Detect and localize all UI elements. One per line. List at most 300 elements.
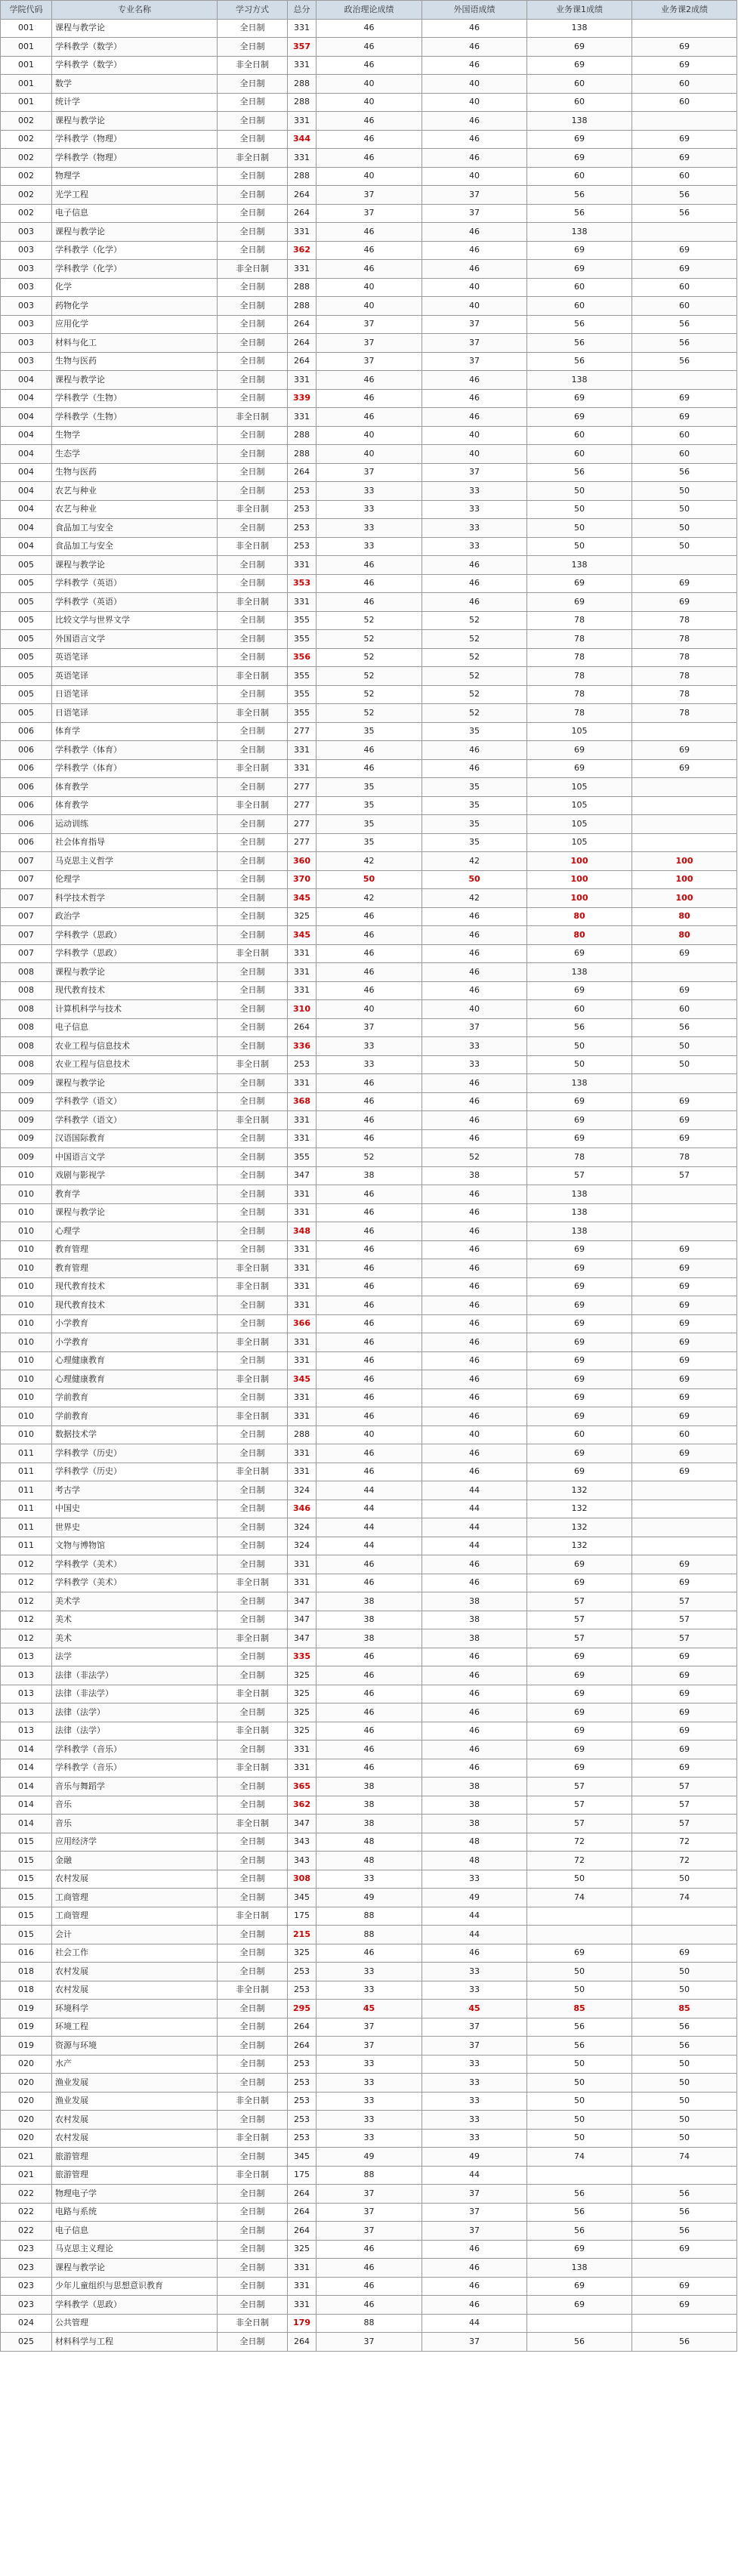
cell-subject2-score: 69	[632, 1666, 737, 1685]
cell-total-score: 310	[288, 1000, 317, 1019]
cell-subject1-score	[527, 2166, 632, 2185]
cell-total-score: 331	[288, 2259, 317, 2278]
cell-study-mode: 非全日制	[218, 2092, 288, 2111]
cell-total-score: 331	[288, 1129, 317, 1148]
cell-major-name: 化学	[52, 278, 218, 297]
table-row	[1, 722, 737, 741]
cell-study-mode: 非全日制	[218, 1907, 288, 1926]
cell-major-name: 计算机科学与技术	[52, 1000, 218, 1019]
cell-college-code: 002	[1, 149, 52, 168]
cell-college-code: 013	[1, 1666, 52, 1685]
cell-study-mode: 全日制	[218, 2000, 288, 2018]
cell-subject2-score: 56	[632, 1018, 737, 1037]
table-row	[1, 389, 737, 408]
cell-subject2-score: 69	[632, 1740, 737, 1759]
cell-subject1-score: 56	[527, 2018, 632, 2037]
cell-foreign-language-score: 40	[422, 1425, 527, 1444]
cell-study-mode: 全日制	[218, 1611, 288, 1629]
cell-total-score: 348	[288, 1222, 317, 1241]
cell-subject1-score: 100	[527, 889, 632, 908]
cell-politics-score: 40	[317, 426, 422, 445]
cell-study-mode: 全日制	[218, 1203, 288, 1222]
table-row	[1, 1351, 737, 1370]
cell-subject1-score: 50	[527, 1963, 632, 1981]
cell-major-name: 汉语国际教育	[52, 1129, 218, 1148]
table-row	[1, 2092, 737, 2111]
cell-college-code: 013	[1, 1722, 52, 1740]
cell-foreign-language-score: 35	[422, 722, 527, 741]
cell-subject2-score: 100	[632, 870, 737, 889]
cell-college-code: 001	[1, 56, 52, 75]
cell-study-mode: 全日制	[218, 1481, 288, 1500]
cell-study-mode: 全日制	[218, 1000, 288, 1019]
cell-study-mode: 全日制	[218, 1666, 288, 1685]
cell-foreign-language-score: 46	[422, 1222, 527, 1241]
cell-major-name: 学科教学（语文）	[52, 1111, 218, 1130]
cell-foreign-language-score: 46	[422, 2259, 527, 2278]
table-row	[1, 2055, 737, 2074]
cell-study-mode: 全日制	[218, 963, 288, 982]
cell-college-code: 021	[1, 2166, 52, 2185]
cell-foreign-language-score: 46	[422, 371, 527, 390]
cell-subject2-score: 69	[632, 759, 737, 778]
cell-major-name: 法学	[52, 1648, 218, 1666]
cell-college-code: 005	[1, 630, 52, 649]
cell-politics-score: 38	[317, 1166, 422, 1185]
cell-study-mode: 非全日制	[218, 1981, 288, 2000]
cell-college-code: 013	[1, 1648, 52, 1666]
cell-major-name: 外国语言文学	[52, 630, 218, 649]
cell-college-code: 004	[1, 408, 52, 427]
cell-study-mode: 全日制	[218, 112, 288, 131]
cell-study-mode: 非全日制	[218, 1111, 288, 1130]
cell-study-mode: 全日制	[218, 1166, 288, 1185]
cell-total-score: 324	[288, 1537, 317, 1555]
cell-total-score: 347	[288, 1815, 317, 1833]
cell-subject2-score: 69	[632, 1388, 737, 1407]
cell-subject2-score	[632, 1203, 737, 1222]
cell-study-mode: 全日制	[218, 19, 288, 38]
cell-subject2-score	[632, 19, 737, 38]
cell-college-code: 008	[1, 981, 52, 1000]
cell-subject1-score: 80	[527, 926, 632, 945]
cell-major-name: 农业工程与信息技术	[52, 1055, 218, 1074]
cell-total-score: 347	[288, 1592, 317, 1611]
cell-study-mode: 全日制	[218, 889, 288, 908]
cell-total-score: 325	[288, 1944, 317, 1963]
table-row	[1, 1500, 737, 1518]
cell-total-score: 277	[288, 778, 317, 797]
cell-subject2-score: 100	[632, 852, 737, 871]
cell-foreign-language-score: 46	[422, 1722, 527, 1740]
cell-subject2-score: 69	[632, 1444, 737, 1463]
cell-total-score: 253	[288, 2111, 317, 2130]
cell-study-mode: 全日制	[218, 204, 288, 223]
cell-politics-score: 33	[317, 1870, 422, 1889]
cell-politics-score: 33	[317, 537, 422, 556]
cell-subject1-score: 60	[527, 426, 632, 445]
cell-total-score: 331	[288, 1444, 317, 1463]
cell-college-code: 014	[1, 1740, 52, 1759]
cell-foreign-language-score: 37	[422, 2185, 527, 2204]
cell-major-name: 法律（非法学）	[52, 1685, 218, 1703]
cell-politics-score: 46	[317, 1722, 422, 1740]
table-row	[1, 1018, 737, 1037]
cell-subject2-score: 69	[632, 1111, 737, 1130]
cell-total-score: 175	[288, 1907, 317, 1926]
cell-subject1-score: 69	[527, 2240, 632, 2259]
cell-total-score: 346	[288, 1500, 317, 1518]
cell-college-code: 010	[1, 1240, 52, 1259]
cell-total-score: 331	[288, 963, 317, 982]
cell-subject1-score: 100	[527, 852, 632, 871]
table-row	[1, 1981, 737, 2000]
cell-total-score: 215	[288, 1926, 317, 1944]
cell-major-name: 日语笔译	[52, 704, 218, 723]
cell-subject1-score: 69	[527, 1574, 632, 1592]
cell-total-score: 345	[288, 1370, 317, 1389]
table-row	[1, 2129, 737, 2148]
table-row	[1, 1333, 737, 1352]
cell-subject2-score: 60	[632, 1425, 737, 1444]
cell-total-score: 347	[288, 1629, 317, 1648]
cell-study-mode: 全日制	[218, 241, 288, 260]
table-row	[1, 519, 737, 538]
cell-major-name: 环境科学	[52, 2000, 218, 2018]
cell-study-mode: 全日制	[218, 741, 288, 760]
table-row	[1, 260, 737, 279]
cell-subject2-score: 69	[632, 1759, 737, 1778]
cell-subject1-score: 50	[527, 2074, 632, 2093]
cell-major-name: 音乐与舞蹈学	[52, 1778, 218, 1796]
cell-politics-score: 46	[317, 1314, 422, 1333]
cell-major-name: 学科教学（物理）	[52, 149, 218, 168]
cell-study-mode: 全日制	[218, 2222, 288, 2241]
table-row	[1, 1907, 737, 1926]
cell-politics-score: 33	[317, 2111, 422, 2130]
cell-foreign-language-score: 46	[422, 112, 527, 131]
cell-foreign-language-score: 46	[422, 574, 527, 593]
cell-subject2-score: 57	[632, 1611, 737, 1629]
table-row	[1, 1685, 737, 1703]
cell-foreign-language-score: 33	[422, 2074, 527, 2093]
cell-study-mode: 全日制	[218, 93, 288, 112]
cell-politics-score: 46	[317, 1740, 422, 1759]
cell-subject1-score: 132	[527, 1481, 632, 1500]
cell-college-code: 008	[1, 963, 52, 982]
cell-study-mode: 全日制	[218, 1351, 288, 1370]
cell-study-mode: 非全日制	[218, 408, 288, 427]
cell-politics-score: 46	[317, 556, 422, 575]
cell-foreign-language-score: 46	[422, 1185, 527, 1204]
cell-major-name: 学科教学（生物）	[52, 408, 218, 427]
cell-college-code: 010	[1, 1185, 52, 1204]
cell-study-mode: 非全日制	[218, 500, 288, 519]
cell-subject2-score: 69	[632, 1092, 737, 1111]
cell-subject1-score: 132	[527, 1537, 632, 1555]
cell-total-score: 253	[288, 1055, 317, 1074]
cell-subject1-score: 138	[527, 1222, 632, 1241]
cell-subject2-score	[632, 1500, 737, 1518]
cell-college-code: 015	[1, 1870, 52, 1889]
cell-subject1-score: 69	[527, 1648, 632, 1666]
cell-politics-score: 46	[317, 1111, 422, 1130]
cell-major-name: 心理学	[52, 1222, 218, 1241]
table-row	[1, 130, 737, 149]
cell-subject2-score: 72	[632, 1833, 737, 1852]
cell-politics-score: 46	[317, 1092, 422, 1111]
cell-politics-score: 37	[317, 2222, 422, 2241]
cell-major-name: 马克思主义理论	[52, 2240, 218, 2259]
table-row	[1, 1537, 737, 1555]
table-row	[1, 2074, 737, 2093]
cell-total-score: 331	[288, 1574, 317, 1592]
cell-college-code: 015	[1, 1833, 52, 1852]
cell-foreign-language-score: 46	[422, 1277, 527, 1296]
cell-total-score: 362	[288, 241, 317, 260]
cell-major-name: 运动训练	[52, 815, 218, 834]
cell-major-name: 音乐	[52, 1796, 218, 1815]
cell-college-code: 001	[1, 19, 52, 38]
cell-subject1-score: 50	[527, 2055, 632, 2074]
cell-total-score: 331	[288, 149, 317, 168]
cell-politics-score: 52	[317, 611, 422, 630]
cell-foreign-language-score: 44	[422, 1500, 527, 1518]
cell-college-code: 002	[1, 186, 52, 205]
cell-major-name: 教育管理	[52, 1259, 218, 1278]
cell-subject2-score: 60	[632, 278, 737, 297]
cell-foreign-language-score: 46	[422, 1129, 527, 1148]
cell-college-code: 020	[1, 2074, 52, 2093]
cell-subject2-score: 69	[632, 1555, 737, 1574]
cell-college-code: 014	[1, 1759, 52, 1778]
cell-study-mode: 非全日制	[218, 796, 288, 815]
cell-subject1-score: 69	[527, 38, 632, 57]
cell-foreign-language-score: 44	[422, 1907, 527, 1926]
cell-college-code: 024	[1, 2314, 52, 2333]
cell-total-score: 264	[288, 186, 317, 205]
cell-total-score: 253	[288, 519, 317, 538]
cell-study-mode: 全日制	[218, 75, 288, 94]
cell-subject1-score: 138	[527, 1203, 632, 1222]
cell-study-mode: 全日制	[218, 1796, 288, 1815]
table-row	[1, 1963, 737, 1981]
cell-total-score: 179	[288, 2314, 317, 2333]
cell-total-score: 288	[288, 426, 317, 445]
cell-college-code: 004	[1, 389, 52, 408]
cell-college-code: 002	[1, 167, 52, 186]
cell-total-score: 331	[288, 1759, 317, 1778]
cell-subject2-score: 50	[632, 2129, 737, 2148]
cell-college-code: 020	[1, 2092, 52, 2111]
cell-subject1-score: 57	[527, 1166, 632, 1185]
cell-total-score: 345	[288, 2148, 317, 2167]
cell-major-name: 社会工作	[52, 1944, 218, 1963]
table-row	[1, 2148, 737, 2167]
cell-college-code: 004	[1, 500, 52, 519]
table-row	[1, 56, 737, 75]
cell-subject1-score: 72	[527, 1852, 632, 1870]
cell-politics-score: 33	[317, 2074, 422, 2093]
table-row	[1, 611, 737, 630]
cell-study-mode: 全日制	[218, 778, 288, 797]
cell-study-mode: 全日制	[218, 1037, 288, 1056]
cell-total-score: 331	[288, 1259, 317, 1278]
cell-major-name: 法律（非法学）	[52, 1666, 218, 1685]
cell-study-mode: 非全日制	[218, 1722, 288, 1740]
cell-study-mode: 全日制	[218, 482, 288, 501]
cell-subject1-score: 78	[527, 1148, 632, 1167]
cell-foreign-language-score: 45	[422, 2000, 527, 2018]
cell-subject2-score	[632, 778, 737, 797]
cell-subject2-score: 69	[632, 593, 737, 612]
cell-study-mode: 全日制	[218, 2259, 288, 2278]
cell-foreign-language-score: 37	[422, 204, 527, 223]
cell-subject2-score: 60	[632, 75, 737, 94]
cell-total-score: 360	[288, 852, 317, 871]
cell-subject1-score: 69	[527, 1388, 632, 1407]
cell-foreign-language-score: 33	[422, 1055, 527, 1074]
cell-subject1-score: 56	[527, 2037, 632, 2056]
cell-study-mode: 非全日制	[218, 56, 288, 75]
cell-foreign-language-score: 33	[422, 482, 527, 501]
cell-subject1-score: 50	[527, 500, 632, 519]
cell-politics-score: 33	[317, 1963, 422, 1981]
cell-total-score: 344	[288, 130, 317, 149]
cell-total-score: 357	[288, 38, 317, 57]
cell-major-name: 学科教学（物理）	[52, 130, 218, 149]
cell-major-name: 体育教学	[52, 778, 218, 797]
cell-study-mode: 全日制	[218, 1388, 288, 1407]
cell-politics-score: 46	[317, 1129, 422, 1148]
cell-major-name: 课程与教学论	[52, 556, 218, 575]
cell-major-name: 戏剧与影视学	[52, 1166, 218, 1185]
cell-total-score: 325	[288, 1703, 317, 1722]
cell-total-score: 331	[288, 19, 317, 38]
cell-college-code: 008	[1, 1055, 52, 1074]
cell-subject2-score	[632, 2314, 737, 2333]
cell-politics-score: 46	[317, 1388, 422, 1407]
cell-politics-score: 33	[317, 1037, 422, 1056]
cell-politics-score: 46	[317, 1259, 422, 1278]
cell-foreign-language-score: 52	[422, 1148, 527, 1167]
cell-total-score: 288	[288, 75, 317, 94]
table-row	[1, 278, 737, 297]
cell-college-code: 002	[1, 204, 52, 223]
cell-subject1-score: 132	[527, 1518, 632, 1537]
cell-total-score: 347	[288, 1166, 317, 1185]
table-row	[1, 1111, 737, 1130]
cell-subject2-score: 78	[632, 648, 737, 667]
cell-major-name: 美术	[52, 1611, 218, 1629]
cell-subject1-score: 57	[527, 1592, 632, 1611]
cell-college-code: 006	[1, 778, 52, 797]
cell-total-score: 264	[288, 2185, 317, 2204]
cell-subject2-score: 80	[632, 926, 737, 945]
cell-total-score: 331	[288, 1074, 317, 1093]
cell-subject1-score: 105	[527, 796, 632, 815]
table-row	[1, 556, 737, 575]
cell-major-name: 学科教学（生物）	[52, 389, 218, 408]
cell-politics-score: 46	[317, 241, 422, 260]
cell-subject1-score: 56	[527, 186, 632, 205]
cell-total-score: 264	[288, 2222, 317, 2241]
table-row	[1, 186, 737, 205]
cell-major-name: 公共管理	[52, 2314, 218, 2333]
cell-college-code: 013	[1, 1685, 52, 1703]
cell-study-mode: 全日制	[218, 223, 288, 242]
cell-politics-score: 46	[317, 371, 422, 390]
cell-college-code: 014	[1, 1815, 52, 1833]
cell-study-mode: 非全日制	[218, 704, 288, 723]
cell-subject1-score: 69	[527, 1703, 632, 1722]
header-row	[1, 1, 737, 20]
cell-study-mode: 全日制	[218, 981, 288, 1000]
cell-foreign-language-score: 46	[422, 260, 527, 279]
cell-subject2-score: 78	[632, 704, 737, 723]
cell-total-score: 264	[288, 334, 317, 353]
cell-total-score: 331	[288, 223, 317, 242]
cell-foreign-language-score: 46	[422, 1333, 527, 1352]
cell-total-score: 253	[288, 482, 317, 501]
cell-subject1-score: 69	[527, 56, 632, 75]
cell-college-code: 020	[1, 2111, 52, 2130]
cell-subject2-score: 50	[632, 500, 737, 519]
cell-major-name: 学科教学（历史）	[52, 1444, 218, 1463]
cell-politics-score: 37	[317, 334, 422, 353]
cell-foreign-language-score: 33	[422, 500, 527, 519]
cell-total-score: 253	[288, 2055, 317, 2074]
cell-subject1-score: 69	[527, 1259, 632, 1278]
cell-study-mode: 全日制	[218, 167, 288, 186]
table-row	[1, 2240, 737, 2259]
cell-college-code: 004	[1, 537, 52, 556]
cell-study-mode: 全日制	[218, 1425, 288, 1444]
cell-subject2-score	[632, 371, 737, 390]
cell-politics-score: 46	[317, 926, 422, 945]
cell-subject2-score: 50	[632, 1870, 737, 1889]
cell-subject1-score: 57	[527, 1778, 632, 1796]
cell-college-code: 004	[1, 482, 52, 501]
cell-total-score: 331	[288, 2277, 317, 2296]
cell-total-score: 325	[288, 1685, 317, 1703]
table-row	[1, 1407, 737, 1426]
cell-politics-score: 44	[317, 1537, 422, 1555]
cell-foreign-language-score: 38	[422, 1629, 527, 1648]
table-row	[1, 926, 737, 945]
cell-college-code: 006	[1, 759, 52, 778]
cell-major-name: 学科教学（英语）	[52, 574, 218, 593]
table-row	[1, 1370, 737, 1389]
cell-foreign-language-score: 46	[422, 1370, 527, 1389]
table-row	[1, 1592, 737, 1611]
cell-college-code: 005	[1, 648, 52, 667]
table-row	[1, 1796, 737, 1815]
cell-total-score: 325	[288, 907, 317, 926]
cell-college-code: 012	[1, 1611, 52, 1629]
table-row	[1, 1222, 737, 1241]
cell-politics-score: 46	[317, 1463, 422, 1481]
cell-politics-score: 46	[317, 1370, 422, 1389]
cell-politics-score: 44	[317, 1518, 422, 1537]
table-row	[1, 334, 737, 353]
cell-foreign-language-score: 52	[422, 704, 527, 723]
cell-major-name: 政治学	[52, 907, 218, 926]
cell-subject2-score: 50	[632, 1963, 737, 1981]
cell-politics-score: 37	[317, 2037, 422, 2056]
cell-subject2-score: 69	[632, 1703, 737, 1722]
cell-college-code: 002	[1, 112, 52, 131]
